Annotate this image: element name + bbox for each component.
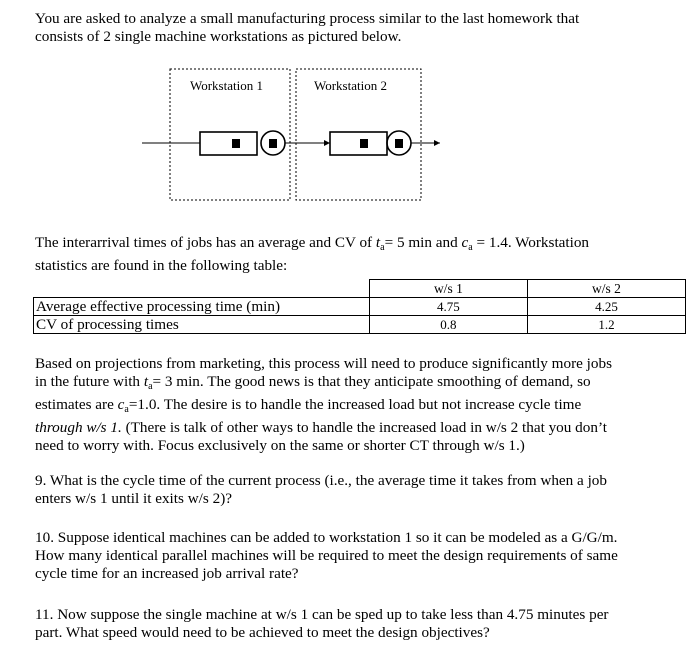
projection-line-3: estimates are $c_a=1.0$. The desire is to handle the increased load but not increase cycle time [35, 396, 582, 415]
queue-2 [330, 132, 387, 155]
col-header-ws2: w/s 2 [527, 280, 685, 298]
table-row [34, 316, 686, 334]
projection-line-1: Based on projections from marketing, this process will need to produce significantly more jobs [35, 355, 612, 372]
intro-line-1: You are asked to analyze a small manufacturing process similar to the last homework that [35, 10, 580, 27]
row-label: Average effective processing time (min) [34, 298, 370, 316]
question-11: 11. Now suppose the single machine at w/s 1 can be sped up to take less than 4.75 minutes per part. What speed would need to be achieved to meet the design objectives? [35, 606, 609, 641]
question-9: 9. What is the cycle time of the current process (i.e., the average time it takes from when a job enters w/s 1 until it exits w/s 2)? [35, 472, 607, 507]
machine-2-job [395, 139, 403, 148]
intro-line-2: consists of 2 single machine workstations as pictured below. [35, 28, 402, 45]
queue-1 [200, 132, 257, 155]
workstation-stats-table [33, 279, 686, 334]
intro-paragraph [35, 10, 579, 46]
workstation-diagram [140, 66, 450, 206]
arrival-line-1: The interarrival times of jobs has an average and CV of $t_a= 5$ min and $c_a = 1.4$. Workstation [35, 234, 590, 253]
projection-paragraph [35, 355, 612, 455]
cell-value: 4.25 [527, 298, 685, 316]
cell-value: 1.2 [527, 316, 685, 334]
arrival-line-2: statistics are found in the following table: [35, 257, 288, 274]
projection-line-5: need to worry with. Focus exclusively on the same or shorter CT through w/s 1.) [35, 437, 525, 454]
question-10: 10. Suppose identical machines can be added to workstation 1 so it can be modeled as a G/G/m. How many identical parallel machines will be required to meet the design requirements of same cycle time for an increased job arrival rate? [35, 529, 618, 582]
queue-2-job [360, 139, 368, 148]
workstation-1-label: Workstation 1 [190, 78, 263, 93]
projection-line-2: in the future with $t_a= 3$ min. The good news is that they anticipate smoothing of demand, so [35, 373, 591, 392]
output-arrow-head [434, 140, 440, 146]
table-row [34, 298, 686, 316]
col-header-ws1: w/s 1 [369, 280, 527, 298]
arrival-paragraph [35, 234, 589, 275]
transfer-arrow-head [324, 140, 330, 146]
queue-1-job [232, 139, 240, 148]
row-label: CV of processing times [34, 316, 370, 334]
workstation-2-label: Workstation 2 [314, 78, 387, 93]
table-header-row [34, 280, 686, 298]
machine-1-job [269, 139, 277, 148]
cell-value: 0.8 [369, 316, 527, 334]
projection-line-4: through w/s 1. (There is talk of other ways to handle the increased load in w/s 2 that you don’t [35, 419, 607, 436]
cell-value: 4.75 [369, 298, 527, 316]
